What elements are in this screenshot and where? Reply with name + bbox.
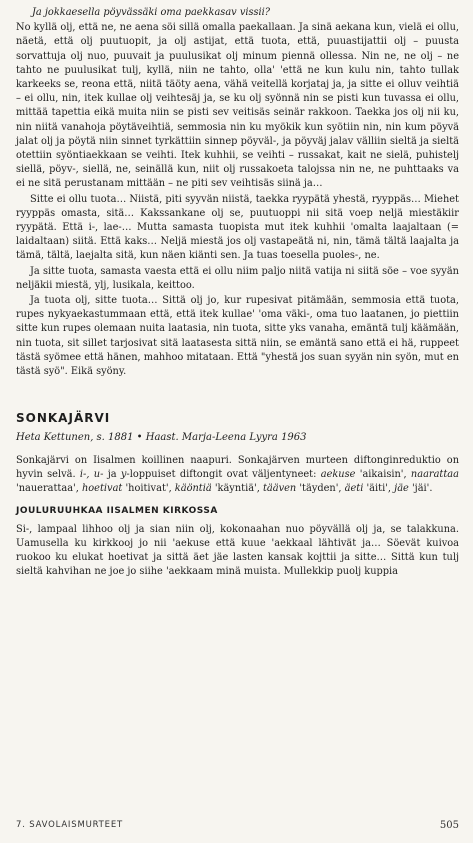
subsection-title: JOULURUUHKAA IISALMEN KIRKOSSA — [16, 506, 218, 517]
transcript-section — [16, 6, 459, 579]
section-intro: Sonkajärvi on Iisalmen koillinen naapuri. Sonkajärven murteen diftonginreduktio on hyvin selvä. i-, u- ja y-loppuiset diftongit ovat väljentyneet: aekuse 'aikaisin', naarattaa 'nauerattaa', hoetivat 'hoitivat', käöntiä 'käyntiä', tääven 'täyden', äeti 'äiti', jäe 'jäi'. — [16, 454, 459, 495]
section-title: SONKAJÄRVI — [16, 411, 111, 426]
page-footer — [16, 820, 459, 831]
paragraph: No kyllä olj, että ne, ne aena söi sillä omalla paekallaan. Ja sinä aekana kun, vielä ei ollu, näetä, että olj puutuopit, ja olj astijat, että tuota, että, puuastijattii olj – puusta sorvattuja olj nuo, puuvait ja puulusikat olj minum piennä ollessa. Nin ne, ne olj – ne tahto ne puulusikat tulj, kyllä, niin ne tahto, olla' 'että ne kun kulu nin, tahto tullak karkeeks se, reona että, niitä täöty aena, vähä veitellä korjataj ja, ja sitte ei olluv veihtiä – ei ollu, nin, itek kullae olj veihtesäj ja, se ku olj syönnä nin se pisti kun tuvassa ei ollu, mittää tapettia eikä muita niin se pisti sev veitisäs seinär rakkoon. Taekka jos olj nii ku, nin niitä vanahoja pöytäveihtiä, semmosia nin ku myökik kun syötiin nin, nin kum pöyvä jalat olj ja pöytä niin sinnet tyrkättiin sinnep pöyväl-, ja pöyväj jalav välliin sieltä ja sieltä otettiin syöntiaekkaan se veihti. Itek kuhhii, se veihti – russakat, kait ne sielä, puhistelj siellä, pöyv-, siellä, ne, seinällä kun, niit olj russakoeta talojssa nin ne, ne puhttaaks va ei ne sitä perustanam mittään – ne piti sev veihtisäs siinä ja… — [16, 22, 459, 190]
interviewer-question: Ja jokkaesella pöyvässäki oma paekkasav vissii? — [32, 7, 271, 18]
page-number: 505 — [439, 820, 459, 831]
section-gap — [16, 379, 459, 411]
paragraph: Sitte ei ollu tuota… Niistä, piti syyvän niistä, taekka ryypätä yhestä, ryyppäs… Miehet ryyppäs omasta, sitä… Kakssankane olj se, puutuoppi nii sitä voep neljä miestäkiir ryypätä. Että i-, lae-… Mutta samasta tuopista mut itek kuhhii 'omalta laajaltaan (= laidaltaan) siitä. Että kaks… Neljä miestä jos olj vastapeätä ni, nin, tämä tältä laajalta ja tämä, tältä, laejalta sitä, kun näen kiänti sen. Ja tuas toesella puoles-, ne. — [16, 193, 459, 262]
paragraph: Ja sitte tuota, samasta vaesta että ei ollu niim paljo niitä vatija ni siitä söe – voe syyän neljäkii miestä, ylj, lusikala, keittoo. — [16, 265, 459, 291]
paragraph: Ja tuota olj, sitte tuota… Sittä olj jo, kur rupesivat pitämään, semmosia että tuota, rupes nykyaekastummaan että, että itek kullae' 'oma väki-, oma tuo laatanen, jo piettiin sitte kun rupes olemaan nuita laatasia, nin tuota, sitte yks vanaha, emäntä tulj käämään, nin tuota, sit sillet tarjosivat sitä laatasesta sittä niin, se emäntä sano että ei hä, ruppeet tästä syömee että hänen, mahhoo mitataan. Että "yhestä jos suan syyän nin syön, mut en tästä syö". Eikä syöny. — [16, 295, 459, 378]
paragraph: Si-, lampaal lihhoo olj ja sian niin olj, kokonaahan nuo pöyvällä olj ja, se talakkuna. Uamusella ku kirkkooj jo nii 'aekuse että kuue 'aekkaal lähtivät ja… Söevät kuivoa ruokoo ku elukat hoetivat ja sittä äet jäe lasten kansak kojttii ja sitte… Sittä kun tulj sieltä kahvihan ne joe jo siihe 'aekkaam minä muista. Mullekkip puolj kuppia — [16, 523, 459, 578]
speaker-meta: Heta Kettunen, s. 1881 • Haast. Marja-Leena Lyyra 1963 — [16, 432, 307, 444]
chapter-label: 7. SAVOLAISMURTEET — [16, 820, 124, 830]
